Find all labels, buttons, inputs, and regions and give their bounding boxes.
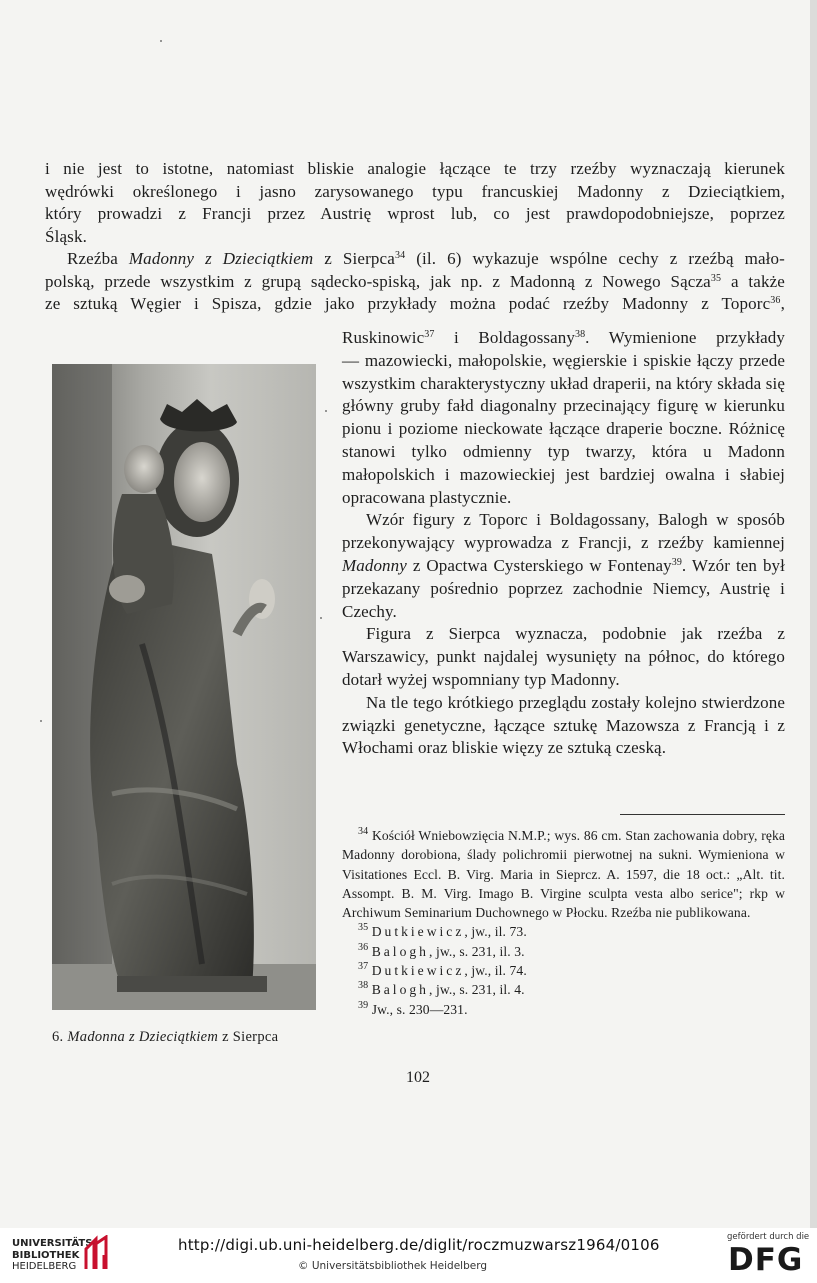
logo-line: BIBLIOTHEK [12, 1249, 80, 1261]
footnote-36: $^{36}$ Balogh, jw., s. 231, il. 3. [358, 941, 525, 959]
text-line: i nie jest to istotne, natomiast bliskie analogie łączące te trzy rzeźby wyznaczają kierunek [45, 159, 785, 178]
footnote-37: $^{37}$ Dutkiewicz, jw., il. 74. [358, 961, 527, 979]
text-line: ze sztuką Węgier i Spisza, gdzie jako przykłady można podać rzeźby Madonny z Toporc$^{36}$, [45, 294, 785, 313]
body-text-column [342, 327, 785, 760]
dfg-logo-icon[interactable]: DFG [728, 1242, 804, 1278]
text-line: Śląsk. [45, 226, 87, 246]
footnote-rule [620, 814, 785, 815]
footer-bar [0, 1228, 817, 1283]
figure-caption: 6. Madonna z Dzieciątkiem z Sierpca [52, 1029, 279, 1045]
footnotes [342, 826, 785, 1019]
document-url-link[interactable]: http://digi.ub.uni-heidelberg.de/diglit/roczmuzwarsz1964/0106 [178, 1236, 660, 1254]
library-emblem-icon [82, 1235, 114, 1273]
speck [160, 40, 162, 42]
text-line: który prowadzi z Francji przez Austrię wprost lub, co jest prawdopodobniejsze, poprzez [45, 204, 785, 223]
speck [320, 617, 322, 619]
logo-line: UNIVERSITÄTS- [12, 1238, 97, 1249]
body-text-top [45, 158, 785, 316]
funding-note: gefördert durch die [727, 1232, 810, 1242]
madonna-sculpture-image [52, 364, 316, 1010]
madonna-photograph [52, 364, 316, 1010]
footnote-39: $^{39}$ Jw., s. 230—231. [358, 999, 468, 1017]
paragraph: Na tle tego krótkiego przeglądu zostały kolejno stwierdzone związki genetyczne, łączące sztukę Mazowsza z Francją i z Włochami oraz bliskie więzy ze sztuką czeską. [342, 692, 785, 758]
text-line: polską, przede wszystkim z grupą sądecko-spiską, jak np. z Madonną z Nowego Sącza$^{35}$ a także [45, 271, 785, 291]
text-line: wędrówki określonego i jasno zarysowanego typu francuskiej Madonny z Dzieciątkiem, [45, 181, 785, 201]
speck [40, 720, 42, 722]
speck [325, 410, 327, 412]
logo-line: HEIDELBERG [12, 1261, 77, 1272]
text-line: Ruskinowic$^{37}$ i Boldagossany$^{38}$. Wymienione przykłady [342, 328, 785, 347]
page-number: 102 [406, 1069, 430, 1086]
paragraph: Wzór figury z Toporc i Boldagossany, Balogh w sposób przekonywający wyprowadza z Francji, z rzeźby kamiennej Madonny z Opactwa Cysterskiego w Fontenay$^{39}$. Wzór ten był przekazany pośrednio poprzez zachodnie Niemcy, Austrię i Czechy. [342, 510, 785, 621]
footnote-38: $^{38}$ Balogh, jw., s. 231, il. 4. [358, 980, 525, 998]
page-edge [810, 0, 817, 1228]
footnote-34: $^{34}$ Kościół Wniebowzięcia N.M.P.; wys. 86 cm. Stan zachowania dobry, ręka Madonny dorobiona, ślady polichromii pierwotnej na sukni. Wymieniona w Visitationes Eccl. B. Virg. Maria in Sieprcz. A. 1597, die 18 oct.: „Alt. tit. Assompt. B. M. Virg. Imago B. Virgine sculpta vesta albo serice"; rkp w Archiwum Seminarium Duchownego w Płocku. Rzeźba nie publikowana. [342, 826, 785, 921]
text-line: Rzeźba Madonny z Dzieciątkiem z Sierpca$^{34}$ (il. 6) wykazuje wspólne cechy z rzeźbą mało- [67, 249, 785, 268]
paragraph: Figura z Sierpca wyznacza, podobnie jak rzeźba z Warszawicy, punkt najdalej wysunięty na północ, do którego dotarł wyżej wspomniany typ Madonny. [342, 624, 785, 689]
footnote-35: $^{35}$ Dutkiewicz, jw., il. 73. [358, 922, 527, 940]
paragraph: — mazowiecki, małopolskie, węgierskie i spiskie łączy przede wszystkim charakterystyczny układ draperii, na który składa się główny gruby fałd diagonalny przecinający figurę w kierunku pionu i poziome nieckowate łączące draperie boczne. Różnicę stanowi tylko odmienny typ twarzy, która u Madonn małopolskich i mazowieckiej jest bardziej owalna i słabiej opracowana plastycznie. [342, 350, 785, 507]
copyright-text: © Universitätsbibliothek Heidelberg [298, 1260, 488, 1272]
